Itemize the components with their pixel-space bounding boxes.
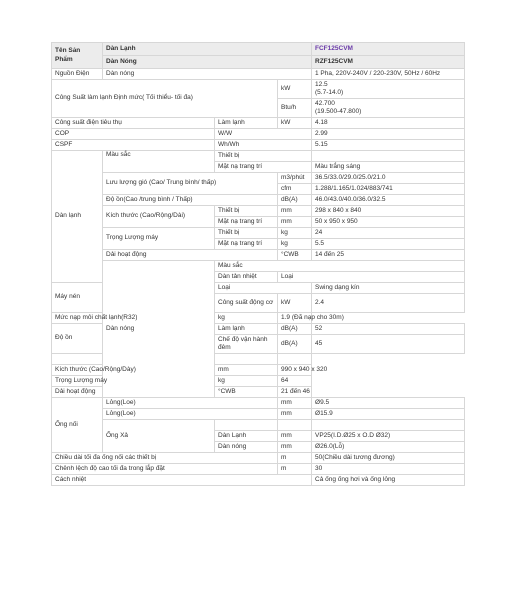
capacity-kw-value [312,80,465,99]
piping-liquid1-unit: mm [278,398,312,409]
power-value: 1 Pha, 220V-240V / 220-230V, 50Hz / 60Hz [312,69,465,80]
indoor-weight-panel-value: 5.5 [312,239,465,250]
indoor-weight-panel-sub: Mặt nạ trang trí [215,239,278,250]
piping-liquid2-unit: mm [278,409,312,420]
capacity-kw-unit: kW [278,80,312,99]
consumption-sub: Làm lạnh [215,118,278,129]
outdoor-color-row [52,261,465,272]
outdoor-comp-power-sub: Công suất động cơ [215,294,278,313]
insulation-row [52,475,465,486]
outdoor-noise-night-value: 45 [312,335,465,354]
indoor-weight-label: Trọng Lượng máy [103,228,215,250]
piping-group-label: Ống nối [52,398,103,453]
cspf-label: CSPF [52,140,215,151]
outdoor-noise-cool-unit: dB(A) [278,324,312,335]
outdoor-noise-night-unit: dB(A) [278,335,312,354]
piping-blank-value [312,420,465,431]
indoor-dims-panel-sub: Mặt nạ trang trí [215,217,278,228]
outdoor-refrig-unit: kg [215,313,278,324]
indoor-dims-row-1 [52,206,465,217]
outdoor-blank-row [52,354,465,365]
indoor-range-label: Dải hoạt động [103,250,278,261]
cop-unit: W/W [215,129,312,140]
piping-liquid1-label: Lỏng(Loe) [103,398,278,409]
piping-liquid2-value: Ø15.9 [312,409,465,420]
indoor-dims-unit-value: 298 x 840 x 840 [312,206,465,217]
piping-drain-outdoor-unit: mm [278,442,312,453]
insulation-label: Cách nhiệt [52,475,312,486]
piping-drain-label: Ống Xả [103,420,215,453]
indoor-unit-label: Dàn Lạnh [103,43,312,56]
outdoor-unit-label: Dàn Nóng [103,56,312,69]
outdoor-noise-night-sub: Chế độ vận hành đêm [215,335,278,354]
outdoor-noise-label: Độ ồn [52,324,103,354]
cop-row [52,129,465,140]
indoor-range-row [52,250,465,261]
outdoor-model: RZF125CVM [312,56,465,69]
outdoor-range-unit: °CWB [215,387,278,398]
indoor-weight-unit-value: 24 [312,228,465,239]
consumption-unit: kW [278,118,312,129]
indoor-airflow-unit-2: cfm [278,184,312,195]
indoor-weight-row-1 [52,228,465,239]
outdoor-hx-label: Dàn tản nhiệt [215,272,278,283]
cop-label: COP [52,129,215,140]
power-sub: Dàn nóng [103,69,312,80]
consumption-value: 4.18 [312,118,465,129]
pipe-length-label: Chiều dài tối đa ống nối các thiết bị [52,453,278,464]
outdoor-weight-unit: kg [215,376,278,387]
indoor-airflow-value-1: 36.5/33.0/29.0/25.0/21.0 [312,173,465,184]
outdoor-range-row [52,387,465,398]
outdoor-blank-unit [215,354,278,365]
header-row-outdoor [52,56,465,69]
outdoor-color-label: Màu sắc [215,261,465,272]
height-diff-label: Chênh lệch độ cao tối đa trong lắp đặt [52,464,278,475]
outdoor-dims-value: 990 x 940 x 320 [278,365,312,376]
outdoor-hx-sub: Loại [278,272,465,283]
consumption-row [52,118,465,129]
piping-liquid1-value: Ø9.5 [312,398,465,409]
outdoor-range-label: Dải hoạt động [52,387,215,398]
indoor-airflow-unit-1: m3/phút [278,173,312,184]
outdoor-dims-unit: mm [215,365,278,376]
indoor-dims-unit-unit: mm [278,206,312,217]
capacity-btu-range: (19.500-47.800) [315,108,362,115]
indoor-dims-label: Kích thước (Cao/Rộng/Dài) [103,206,215,228]
pipe-length-value: 50(Chiều dài tương đương) [312,453,465,464]
height-diff-value: 30 [312,464,465,475]
outdoor-comp-type-value: Swing dạng kín [312,283,465,294]
height-diff-row [52,464,465,475]
indoor-dims-unit-sub: Thiết bị [215,206,278,217]
header-row-indoor [52,43,465,56]
outdoor-noise-cool-value: 52 [312,324,465,335]
outdoor-weight-row [52,376,465,387]
indoor-noise-label: Độ ồn(Cao /trung bình / Thấp) [103,195,278,206]
cspf-value: 5.15 [312,140,465,151]
capacity-btu-value [312,99,465,118]
cspf-row [52,140,465,151]
outdoor-comp-power-unit: kW [278,294,312,313]
capacity-kw-range: (5.7-14.0) [315,89,344,96]
pipe-length-unit: m [278,453,312,464]
outdoor-dims-row [52,365,465,376]
outdoor-comp-power-value: 2.4 [312,294,465,313]
indoor-group-label: Dàn lạnh [52,151,103,283]
outdoor-group-label: Dàn nóng [103,261,215,398]
power-label: Nguồn Điện [52,69,103,80]
indoor-range-value: 14 đến 25 [312,250,465,261]
piping-liquid-row-2 [52,409,465,420]
piping-liquid-row-1 [52,398,465,409]
cop-value: 2.99 [312,129,465,140]
indoor-airflow-value-2: 1.288/1.165/1.024/883/741 [312,184,465,195]
indoor-color-row [52,151,465,162]
outdoor-blank-value [278,354,312,365]
piping-drain-indoor-value: VP25(I.D.Ø25 x O.D Ø32) [312,431,465,442]
outdoor-refrig-row [52,313,465,324]
capacity-row-kw [52,80,465,99]
cspf-unit: Wh/Wh [215,140,312,151]
height-diff-unit: m [278,464,312,475]
piping-drain-outdoor-sub: Dàn nóng [215,442,278,453]
indoor-color-panel-sub: Mặt nạ trang trí [215,162,312,173]
capacity-btu: 42.700 [315,99,335,107]
indoor-airflow-row-1 [52,173,465,184]
insulation-value: Cả ống ống hơi và ống lỏng [312,475,465,486]
indoor-noise-value: 46.0/43.0/40.0/36.0/32.5 [312,195,465,206]
outdoor-blank-label [52,354,215,365]
piping-drain-indoor-unit: mm [278,431,312,442]
outdoor-comp-label: Máy nén [52,283,103,313]
outdoor-dims-label: Kích thước (Cao/Rộng/Dày) [52,365,215,376]
indoor-noise-unit: dB(A) [278,195,312,206]
piping-drain-indoor-sub: Dàn Lạnh [215,431,278,442]
indoor-color-unit-value [312,151,465,162]
indoor-weight-unit-unit: kg [278,228,312,239]
piping-blank-sub [215,420,278,431]
indoor-range-unit: °CWB [278,250,312,261]
indoor-dims-panel-unit: mm [278,217,312,228]
indoor-noise-row [52,195,465,206]
piping-liquid2-label: Lỏng(Loe) [103,409,278,420]
indoor-color-label: Màu sắc [103,151,215,173]
outdoor-noise-cool-sub: Làm lạnh [215,324,278,335]
outdoor-refrig-label: Mức nạp môi chất lạnh(R32) [52,313,215,324]
indoor-weight-unit-sub: Thiết bị [215,228,278,239]
product-name-label: Tên Sản Phẩm [52,43,103,69]
indoor-dims-panel-value: 50 x 950 x 950 [312,217,465,228]
spec-table [51,42,465,486]
power-row [52,69,465,80]
indoor-weight-panel-unit: kg [278,239,312,250]
outdoor-refrig-value: 1.9 (Đã nạp cho 30m) [278,313,312,324]
indoor-panel-color: Màu trắng sáng [312,162,465,173]
capacity-kw: 12.5 [315,80,328,88]
consumption-label: Công suất điện tiêu thụ [52,118,215,129]
outdoor-range-value: 21 đến 46 [278,387,312,398]
capacity-label: Công Suất làm lạnh Định mức( Tối thiểu- tối đa) [52,80,278,118]
outdoor-weight-value: 64 [278,376,312,387]
piping-blank-row [52,420,465,431]
outdoor-weight-label: Trọng Lượng máy [52,376,215,387]
pipe-length-row [52,453,465,464]
capacity-btu-unit: Btu/h [278,99,312,118]
indoor-color-unit-sub: Thiết bị [215,151,312,162]
outdoor-comp-type-sub: Loại [215,283,312,294]
indoor-airflow-label: Lưu lượng gió (Cao/ Trung bình/ thấp) [103,173,278,195]
piping-drain-outdoor-value: Ø26.0(Lỗ) [312,442,465,453]
piping-blank-unit [278,420,312,431]
indoor-model: FCF125CVM [312,43,465,56]
